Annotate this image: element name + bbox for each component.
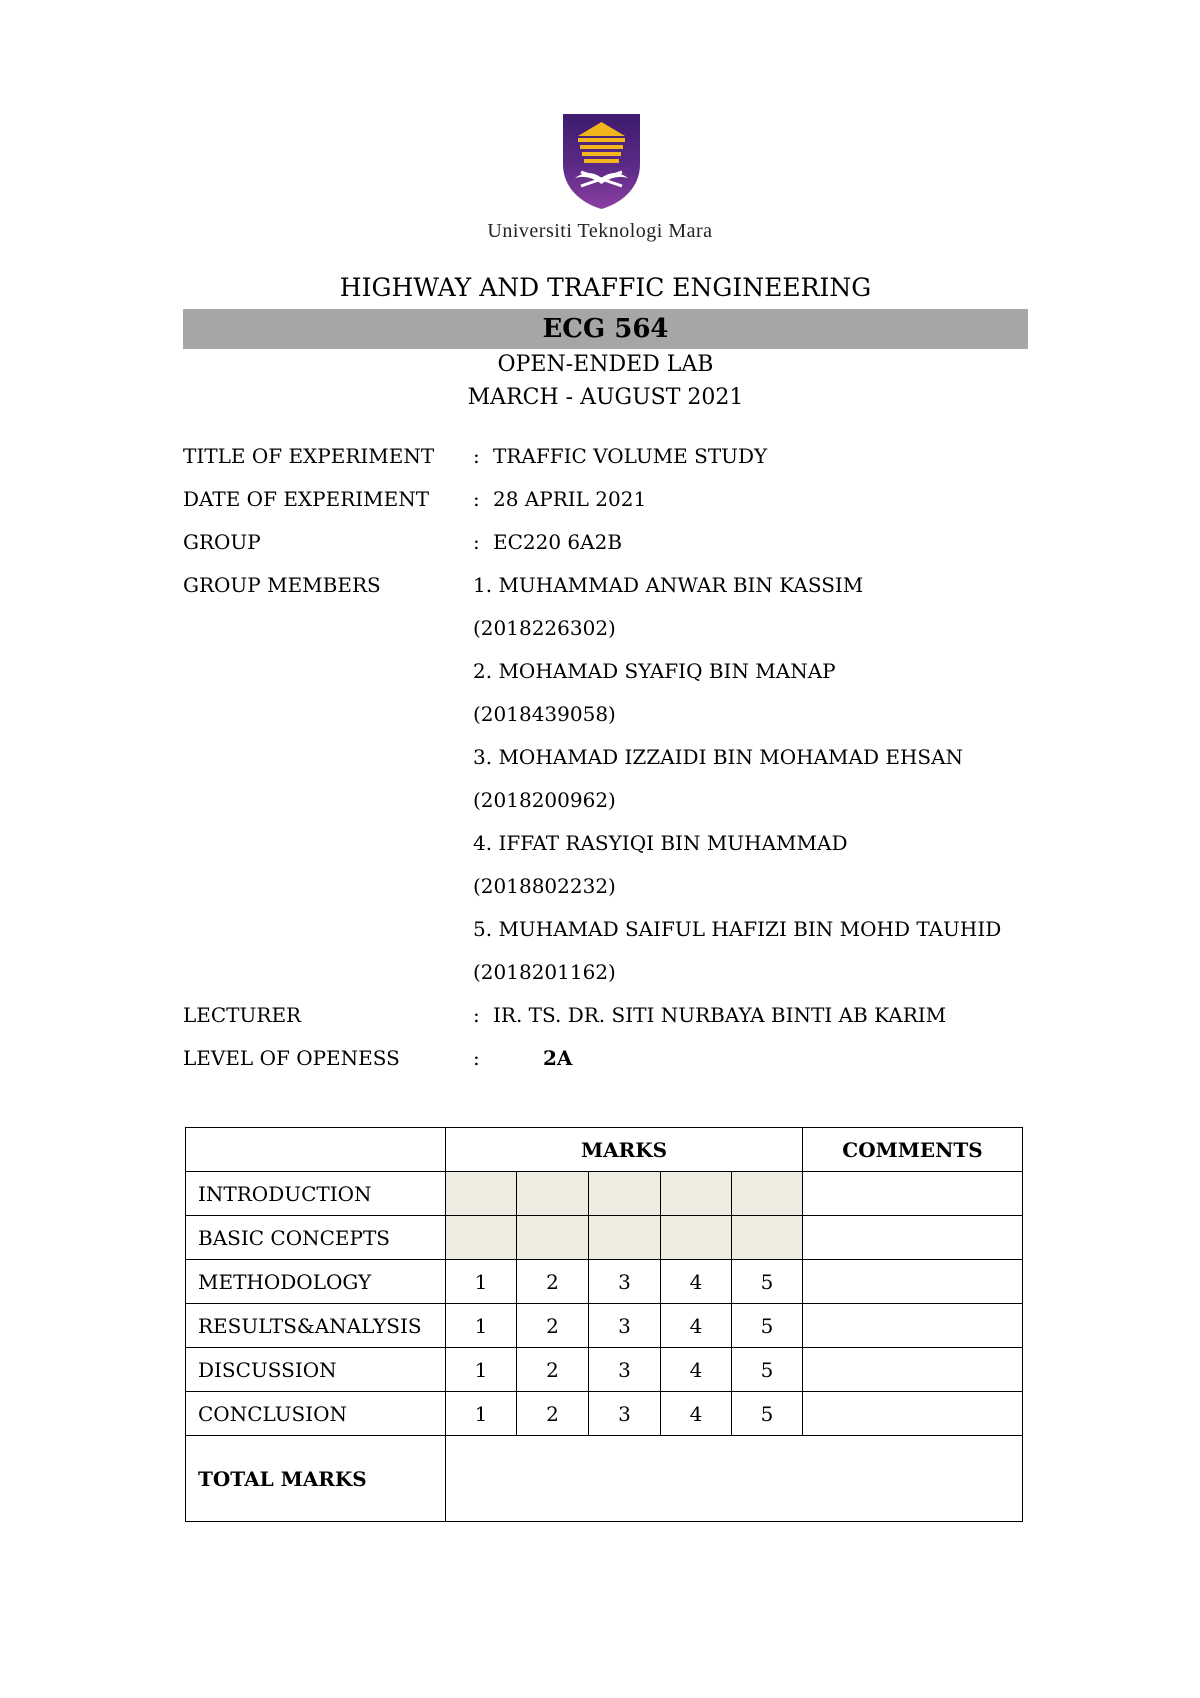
score-cell [661,1216,732,1260]
university-name: Universiti Teknologi Mara [487,220,713,242]
member-id: (2018226302) [473,616,616,640]
table-row [186,1260,1023,1304]
score-cell: 5 [732,1304,803,1348]
total-marks-label: TOTAL MARKS [186,1436,446,1522]
score-cell: 2 [517,1304,589,1348]
member-id: (2018200962) [473,788,616,812]
lab-type: OPEN-ENDED LAB [497,352,714,377]
comment-cell [803,1392,1023,1436]
row-label: METHODOLOGY [186,1260,446,1304]
comment-cell [803,1304,1023,1348]
comment-cell [803,1172,1023,1216]
score-cell: 4 [661,1304,732,1348]
uitm-logo [561,112,642,210]
comment-cell [803,1260,1023,1304]
member-name: 1. MUHAMMAD ANWAR BIN KASSIM [473,573,864,597]
score-cell: 5 [732,1348,803,1392]
semester: MARCH - AUGUST 2021 [467,385,744,410]
members-label: GROUP MEMBERS [183,573,381,597]
lecturer-value: : IR. TS. DR. SITI NURBAYA BINTI AB KARIM [473,1003,947,1027]
row-label: RESULTS&ANALYSIS [186,1304,446,1348]
group-label: GROUP [183,530,261,554]
member-id: (2018201162) [473,960,616,984]
score-cell: 4 [661,1348,732,1392]
course-code: ECG 564 [542,314,669,344]
group-value: : EC220 6A2B [473,530,623,554]
table-row [186,1172,1023,1216]
member-id: (2018439058) [473,702,616,726]
member-id: (2018802232) [473,874,616,898]
score-cell: 4 [661,1260,732,1304]
openness-label: LEVEL OF OPENESS [183,1046,400,1070]
row-label: CONCLUSION [186,1392,446,1436]
score-cell [517,1172,589,1216]
comments-header: COMMENTS [803,1128,1023,1172]
score-cell [446,1216,517,1260]
score-cell: 2 [517,1260,589,1304]
row-label: DISCUSSION [186,1348,446,1392]
marks-table [185,1127,1023,1522]
score-cell [589,1216,661,1260]
score-cell: 3 [589,1348,661,1392]
score-cell: 1 [446,1304,517,1348]
date-value: : 28 APRIL 2021 [473,487,647,511]
title-label: TITLE OF EXPERIMENT [183,444,435,468]
marks-header: MARKS [446,1128,803,1172]
date-label: DATE OF EXPERIMENT [183,487,430,511]
member-name: 2. MOHAMAD SYAFIQ BIN MANAP [473,659,836,683]
score-cell [589,1172,661,1216]
score-cell [732,1216,803,1260]
table-row [186,1348,1023,1392]
row-label: BASIC CONCEPTS [186,1216,446,1260]
table-row [186,1304,1023,1348]
member-name: 4. IFFAT RASYIQI BIN MUHAMMAD [473,831,848,855]
openness-value: : 2A [473,1046,573,1070]
score-cell [732,1172,803,1216]
score-cell [661,1172,732,1216]
blank-header-cell [186,1128,446,1172]
row-label: INTRODUCTION [186,1172,446,1216]
lecturer-label: LECTURER [183,1003,302,1027]
table-header-row [186,1128,1023,1172]
comment-cell [803,1348,1023,1392]
score-cell: 3 [589,1392,661,1436]
table-row [186,1392,1023,1436]
score-cell: 5 [732,1392,803,1436]
course-title: HIGHWAY AND TRAFFIC ENGINEERING [339,273,872,302]
total-marks-cell [446,1436,1023,1522]
score-cell [517,1216,589,1260]
title-value: : TRAFFIC VOLUME STUDY [473,444,768,468]
score-cell: 5 [732,1260,803,1304]
score-cell: 1 [446,1392,517,1436]
comment-cell [803,1216,1023,1260]
score-cell: 3 [589,1260,661,1304]
score-cell: 3 [589,1304,661,1348]
score-cell [446,1172,517,1216]
table-row [186,1216,1023,1260]
score-cell: 2 [517,1392,589,1436]
member-name: 3. MOHAMAD IZZAIDI BIN MOHAMAD EHSAN [473,745,964,769]
member-name: 5. MUHAMAD SAIFUL HAFIZI BIN MOHD TAUHID [473,917,1002,941]
score-cell: 2 [517,1348,589,1392]
score-cell: 1 [446,1260,517,1304]
score-cell: 1 [446,1348,517,1392]
score-cell: 4 [661,1392,732,1436]
total-row [186,1436,1023,1522]
